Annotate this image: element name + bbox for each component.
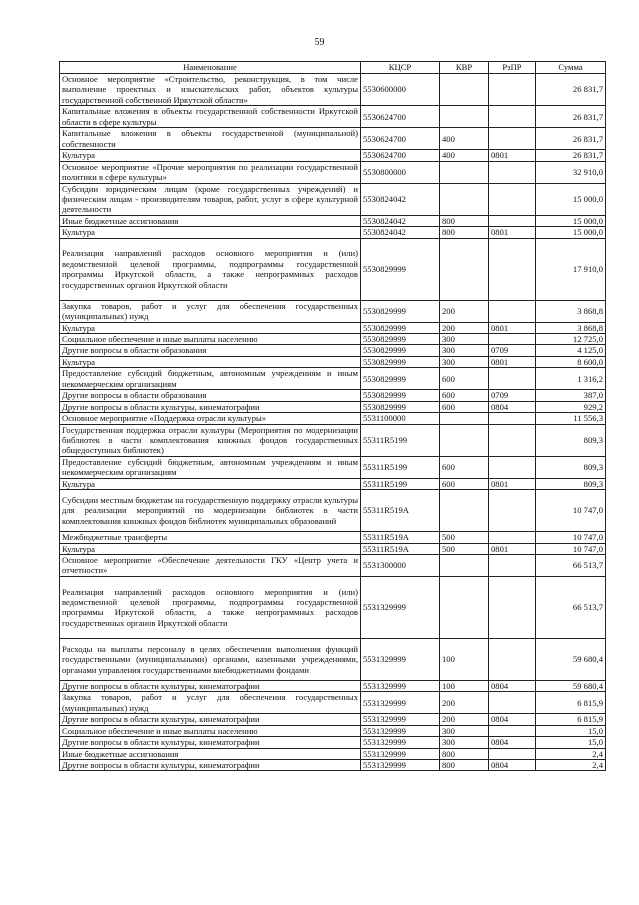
cell-rzpr (489, 128, 536, 150)
cell-kvr: 600 (440, 401, 489, 412)
cell-sum: 15 000,0 (536, 227, 606, 238)
budget-table (59, 61, 606, 771)
cell-sum: 15,0 (536, 725, 606, 736)
cell-name: Основное мероприятие «Поддержка отрасли культуры» (60, 413, 361, 424)
cell-sum: 387,0 (536, 390, 606, 401)
cell-name: Капитальные вложения в объекты государственной собственности Иркутской области в сфере культуры (60, 106, 361, 128)
cell-sum: 2,4 (536, 759, 606, 770)
cell-kcsr: 55311R519A (361, 543, 440, 554)
cell-kvr (440, 554, 489, 576)
cell-name: Другие вопросы в области культуры, кинематографии (60, 714, 361, 725)
cell-kcsr: 5530829999 (361, 401, 440, 412)
cell-sum: 15,0 (536, 737, 606, 748)
table-row (60, 227, 606, 238)
cell-rzpr: 0801 (489, 322, 536, 333)
cell-sum: 4 125,0 (536, 345, 606, 356)
table-row (60, 390, 606, 401)
cell-rzpr (489, 638, 536, 680)
cell-kvr: 600 (440, 368, 489, 390)
cell-kvr: 300 (440, 345, 489, 356)
table-row (60, 106, 606, 128)
cell-kvr: 100 (440, 680, 489, 691)
cell-kcsr: 5531329999 (361, 576, 440, 638)
table-row (60, 74, 606, 106)
cell-rzpr (489, 74, 536, 106)
cell-rzpr (489, 183, 536, 215)
cell-kvr (440, 238, 489, 300)
cell-rzpr (489, 215, 536, 226)
table-row (60, 748, 606, 759)
cell-kvr: 800 (440, 227, 489, 238)
table-row (60, 532, 606, 543)
cell-kcsr: 5530829999 (361, 300, 440, 322)
cell-sum: 26 831,7 (536, 106, 606, 128)
cell-sum: 59 680,4 (536, 638, 606, 680)
cell-kvr: 600 (440, 390, 489, 401)
cell-name: Капитальные вложения в объекты государственной (муниципальной) собственности (60, 128, 361, 150)
cell-rzpr (489, 748, 536, 759)
table-row (60, 300, 606, 322)
cell-kcsr: 55311R519A (361, 490, 440, 532)
cell-kcsr: 5530624700 (361, 150, 440, 161)
table-row (60, 322, 606, 333)
cell-kcsr: 5530829999 (361, 390, 440, 401)
cell-sum: 15 000,0 (536, 183, 606, 215)
table-row (60, 680, 606, 691)
table-row (60, 692, 606, 714)
cell-kvr (440, 74, 489, 106)
cell-kcsr: 5531329999 (361, 748, 440, 759)
table-row (60, 128, 606, 150)
header-kcsr: КЦСР (361, 62, 440, 74)
table-row (60, 638, 606, 680)
cell-name: Основное мероприятие «Строительство, реконструкция, в том числе выполнение проектных и изыскательских работ, объектов культуры государственной собственной Иркутской области» (60, 74, 361, 106)
cell-kvr: 200 (440, 322, 489, 333)
table-row (60, 150, 606, 161)
cell-sum: 11 556,3 (536, 413, 606, 424)
cell-kcsr: 5531329999 (361, 638, 440, 680)
cell-name: Другие вопросы в области образования (60, 345, 361, 356)
table-row (60, 368, 606, 390)
cell-name: Основное мероприятие «Обеспечение деятельности ГКУ «Центр учета и отчетности» (60, 554, 361, 576)
cell-name: Закупка товаров, работ и услуг для обеспечения государственных (муниципальных) нужд (60, 692, 361, 714)
cell-kvr: 200 (440, 300, 489, 322)
cell-kcsr: 5530624700 (361, 106, 440, 128)
cell-rzpr (489, 532, 536, 543)
cell-sum: 929,2 (536, 401, 606, 412)
table-row (60, 543, 606, 554)
cell-rzpr (489, 424, 536, 456)
cell-name: Культура (60, 478, 361, 489)
cell-rzpr (489, 161, 536, 183)
cell-rzpr: 0709 (489, 345, 536, 356)
table-row (60, 456, 606, 478)
cell-kcsr: 5530600000 (361, 74, 440, 106)
cell-kcsr: 5530824042 (361, 215, 440, 226)
cell-name: Субсидии юридическим лицам (кроме государственных учреждений) и физическим лицам - производителям товаров, работ, услуг в сфере культурной деятельности (60, 183, 361, 215)
cell-name: Основное мероприятие «Прочие мероприятия по реализации государственной политики в сфере культуры» (60, 161, 361, 183)
cell-name: Реализация направлений расходов основного мероприятия и (или) ведомственной целевой программы, подпрограммы государственной программы Иркутской области, а также непрограммных расходов государственных органов Иркутской области (60, 238, 361, 300)
cell-kvr: 800 (440, 215, 489, 226)
table-row (60, 576, 606, 638)
table-row (60, 161, 606, 183)
page-number: 59 (314, 37, 325, 48)
cell-rzpr (489, 692, 536, 714)
table-row (60, 737, 606, 748)
cell-rzpr: 0709 (489, 390, 536, 401)
table-row (60, 413, 606, 424)
cell-rzpr: 0801 (489, 150, 536, 161)
cell-name: Предоставление субсидий бюджетным, автономным учреждениям и иным некоммерческим организациям (60, 368, 361, 390)
cell-kvr: 600 (440, 478, 489, 489)
cell-sum: 2,4 (536, 748, 606, 759)
cell-sum: 26 831,7 (536, 74, 606, 106)
cell-name: Субсидии местным бюджетам на государственную поддержку отрасли культуры для реализации мероприятий по модернизации библиотек в части комплектования книжных фондов библиотек муниципальных образований (60, 490, 361, 532)
cell-name: Расходы на выплаты персоналу в целях обеспечения выполнения функций государственными (муниципальными) органами, казенными учреждениями, органами управления государственными внебюджетными фондами (60, 638, 361, 680)
cell-name: Другие вопросы в области культуры, кинематографии (60, 759, 361, 770)
cell-kvr: 800 (440, 759, 489, 770)
cell-rzpr: 0801 (489, 227, 536, 238)
cell-sum: 59 680,4 (536, 680, 606, 691)
cell-sum: 809,3 (536, 424, 606, 456)
cell-kvr: 100 (440, 638, 489, 680)
cell-sum: 26 831,7 (536, 150, 606, 161)
table-row (60, 345, 606, 356)
cell-rzpr (489, 576, 536, 638)
cell-kcsr: 5531329999 (361, 759, 440, 770)
cell-name: Закупка товаров, работ и услуг для обеспечения государственных (муниципальных) нужд (60, 300, 361, 322)
cell-name: Реализация направлений расходов основного мероприятия и (или) ведомственной целевой программы, подпрограммы государственной программы Иркутской области, а также непрограммных расходов государственных органов Иркутской области (60, 576, 361, 638)
cell-sum: 809,3 (536, 456, 606, 478)
cell-rzpr: 0801 (489, 543, 536, 554)
cell-name: Другие вопросы в области культуры, кинематографии (60, 680, 361, 691)
cell-sum: 6 815,9 (536, 692, 606, 714)
cell-sum: 8 600,0 (536, 356, 606, 367)
table-row (60, 183, 606, 215)
cell-name: Другие вопросы в области культуры, кинематографии (60, 401, 361, 412)
cell-sum: 10 747,0 (536, 532, 606, 543)
cell-kvr (440, 413, 489, 424)
table-row (60, 759, 606, 770)
cell-kvr: 300 (440, 334, 489, 345)
cell-name: Социальное обеспечение и иные выплаты населению (60, 334, 361, 345)
cell-kcsr: 55311R5199 (361, 478, 440, 489)
cell-rzpr (489, 368, 536, 390)
cell-rzpr (489, 300, 536, 322)
cell-rzpr: 0804 (489, 759, 536, 770)
table-row (60, 714, 606, 725)
cell-rzpr (489, 490, 536, 532)
cell-kvr (440, 106, 489, 128)
cell-kcsr: 5531329999 (361, 725, 440, 736)
cell-rzpr: 0804 (489, 714, 536, 725)
cell-kcsr: 5530624700 (361, 128, 440, 150)
cell-sum: 1 316,2 (536, 368, 606, 390)
cell-sum: 809,3 (536, 478, 606, 489)
cell-kcsr: 5530800000 (361, 161, 440, 183)
cell-rzpr (489, 725, 536, 736)
cell-kcsr: 5531100000 (361, 413, 440, 424)
cell-sum: 10 747,0 (536, 490, 606, 532)
cell-sum: 32 910,0 (536, 161, 606, 183)
cell-rzpr (489, 554, 536, 576)
cell-kvr: 300 (440, 737, 489, 748)
cell-kcsr: 5531329999 (361, 692, 440, 714)
cell-kvr: 300 (440, 356, 489, 367)
table-row (60, 334, 606, 345)
cell-kvr (440, 161, 489, 183)
cell-name: Культура (60, 356, 361, 367)
cell-rzpr: 0804 (489, 680, 536, 691)
cell-kcsr: 5531329999 (361, 714, 440, 725)
table-header-row (60, 62, 606, 74)
table-row (60, 424, 606, 456)
cell-kvr: 800 (440, 748, 489, 759)
cell-kvr: 400 (440, 128, 489, 150)
cell-kvr: 200 (440, 692, 489, 714)
cell-rzpr (489, 413, 536, 424)
cell-rzpr: 0801 (489, 356, 536, 367)
cell-sum: 66 513,7 (536, 554, 606, 576)
cell-kvr (440, 183, 489, 215)
cell-rzpr (489, 106, 536, 128)
cell-rzpr: 0801 (489, 478, 536, 489)
table-row (60, 725, 606, 736)
cell-name: Государственная поддержка отрасли культуры (Мероприятия по модернизации библиотек в части комплектования книжных фондов государственных общедоступных библиотек) (60, 424, 361, 456)
header-sum: Сумма (536, 62, 606, 74)
cell-sum: 10 747,0 (536, 543, 606, 554)
cell-kcsr: 5530829999 (361, 345, 440, 356)
header-name: Наименование (60, 62, 361, 74)
cell-kvr: 500 (440, 532, 489, 543)
table-row (60, 215, 606, 226)
cell-sum: 66 513,7 (536, 576, 606, 638)
cell-sum: 3 868,8 (536, 322, 606, 333)
cell-kvr: 400 (440, 150, 489, 161)
cell-kcsr: 55311R5199 (361, 456, 440, 478)
cell-kcsr: 5530824042 (361, 227, 440, 238)
cell-name: Межбюджетные трансферты (60, 532, 361, 543)
cell-kcsr: 55311R5199 (361, 424, 440, 456)
table-row (60, 554, 606, 576)
cell-rzpr: 0804 (489, 737, 536, 748)
cell-kvr (440, 490, 489, 532)
cell-kvr: 200 (440, 714, 489, 725)
cell-name: Иные бюджетные ассигнования (60, 748, 361, 759)
cell-kcsr: 5530829999 (361, 368, 440, 390)
cell-name: Предоставление субсидий бюджетным, автономным учреждениям и иным некоммерческим организациям (60, 456, 361, 478)
cell-sum: 15 000,0 (536, 215, 606, 226)
cell-rzpr (489, 456, 536, 478)
cell-kcsr: 5530829999 (361, 322, 440, 333)
cell-name: Культура (60, 150, 361, 161)
cell-sum: 26 831,7 (536, 128, 606, 150)
cell-kcsr: 55311R519A (361, 532, 440, 543)
cell-name: Иные бюджетные ассигнования (60, 215, 361, 226)
cell-kvr: 600 (440, 456, 489, 478)
cell-sum: 3 868,8 (536, 300, 606, 322)
cell-kcsr: 5531329999 (361, 680, 440, 691)
table-row (60, 478, 606, 489)
cell-name: Другие вопросы в области культуры, кинематографии (60, 737, 361, 748)
cell-sum: 12 725,0 (536, 334, 606, 345)
cell-kcsr: 5531329999 (361, 737, 440, 748)
cell-name: Культура (60, 322, 361, 333)
cell-kcsr: 5530829999 (361, 356, 440, 367)
table-row (60, 401, 606, 412)
cell-rzpr: 0804 (489, 401, 536, 412)
cell-kvr (440, 424, 489, 456)
cell-name: Культура (60, 543, 361, 554)
cell-name: Культура (60, 227, 361, 238)
cell-kvr: 300 (440, 725, 489, 736)
cell-kvr (440, 576, 489, 638)
cell-kcsr: 5530829999 (361, 238, 440, 300)
cell-rzpr (489, 334, 536, 345)
table-row (60, 356, 606, 367)
header-rzpr: РзПР (489, 62, 536, 74)
cell-kcsr: 5530824042 (361, 183, 440, 215)
cell-name: Другие вопросы в области образования (60, 390, 361, 401)
cell-kcsr: 5531300000 (361, 554, 440, 576)
cell-kcsr: 5530829999 (361, 334, 440, 345)
header-kvr: КВР (440, 62, 489, 74)
table-row (60, 238, 606, 300)
cell-sum: 17 910,0 (536, 238, 606, 300)
cell-kvr: 500 (440, 543, 489, 554)
cell-rzpr (489, 238, 536, 300)
cell-name: Социальное обеспечение и иные выплаты населению (60, 725, 361, 736)
cell-sum: 6 815,9 (536, 714, 606, 725)
table-row (60, 490, 606, 532)
